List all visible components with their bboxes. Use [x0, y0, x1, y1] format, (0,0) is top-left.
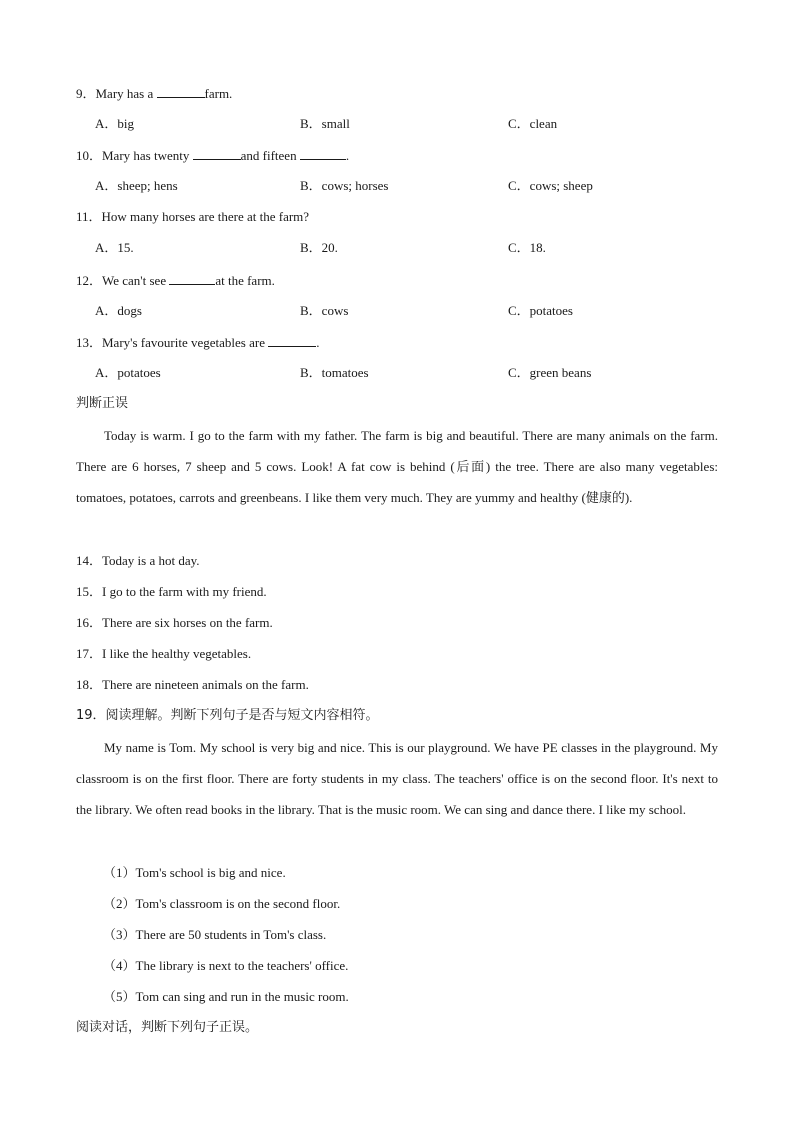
- question-9-option-b: B．small: [300, 116, 350, 131]
- question-13-stem-start: 13．Mary's favourite vegetables are: [76, 335, 269, 350]
- question-13-option-b: B．tomatoes: [300, 365, 369, 380]
- section-2-title: 19．阅读理解。判断下列句子是否与短文内容相符。: [76, 708, 379, 723]
- question-9: [76, 84, 232, 103]
- statement-18: 18．There are nineteen animals on the farm.: [76, 677, 309, 692]
- question-10-option-a: A．sheep; hens: [95, 178, 178, 193]
- statement-16: 16．There are six horses on the farm.: [76, 615, 273, 630]
- question-12: [76, 271, 275, 290]
- section-3-title: 阅读对话，判断下列句子正误。: [76, 1020, 259, 1035]
- question-11-option-b: B．20.: [300, 240, 338, 255]
- question-11: 11．How many horses are there at the farm?: [76, 209, 310, 224]
- question-12-option-c: C．potatoes: [508, 303, 573, 318]
- section-2-passage: My name is Tom. My school is very big and nice. This is our playground. We have PE classes in the playground. My classroom is on the first floor. There are forty students in my class. The teachers' office is on the second floor. It's next to the library. We often read books in the library. That is the music room. We can sing and dance there. I like my school.: [76, 740, 718, 817]
- question-13-option-c: C．green beans: [508, 365, 592, 380]
- question-12-option-a: A．dogs: [95, 303, 142, 318]
- question-10-stem-middle: and fifteen: [240, 148, 300, 163]
- question-9-stem-end: farm.: [204, 86, 233, 101]
- answer-blank: [300, 146, 346, 160]
- section-1-passage: Today is warm. I go to the farm with my father. The farm is big and beautiful. There are many animals on the farm. There are 6 horses, 7 sheep and 5 cows. Look! A fat cow is behind (后面) the tree. There are also many vegetables: tomatoes, potatoes, carrots and greenbeans. I like them very much. They are yummy and healthy (健康的).: [76, 428, 718, 505]
- statement-19-4: （4）The library is next to the teachers' office.: [103, 958, 349, 973]
- statement-19-3: （3）There are 50 students in Tom's class.: [103, 927, 327, 942]
- statement-19-5: （5）Tom can sing and run in the music room.: [103, 989, 349, 1004]
- question-12-stem-end: at the farm.: [215, 273, 275, 288]
- question-13-option-a: A．potatoes: [95, 365, 161, 380]
- question-11-option-a: A．15.: [95, 240, 134, 255]
- answer-blank: [268, 333, 316, 347]
- statement-19-1: （1）Tom's school is big and nice.: [103, 865, 286, 880]
- statement-14: 14．Today is a hot day.: [76, 553, 200, 568]
- question-12-option-b: B．cows: [300, 303, 349, 318]
- statement-15: 15．I go to the farm with my friend.: [76, 584, 267, 599]
- question-10-stem-start: 10．Mary has twenty: [76, 148, 193, 163]
- question-10-option-b: B．cows; horses: [300, 178, 389, 193]
- question-9-option-a: A．big: [95, 116, 135, 131]
- statement-17: 17．I like the healthy vegetables.: [76, 646, 252, 661]
- question-11-option-c: C．18.: [508, 240, 546, 255]
- answer-blank: [169, 271, 215, 285]
- question-13: [76, 333, 319, 352]
- question-9-option-c: C．clean: [508, 116, 558, 131]
- answer-blank: [193, 146, 241, 160]
- answer-blank: [157, 84, 205, 98]
- question-10-stem-end: .: [345, 148, 350, 163]
- question-10: [76, 146, 349, 165]
- statement-19-2: （2）Tom's classroom is on the second floor.: [103, 896, 341, 911]
- question-9-stem-start: 9．Mary has a: [76, 86, 157, 101]
- question-13-stem-end: .: [316, 335, 320, 350]
- section-1-title: 判断正误: [76, 396, 129, 411]
- question-10-option-c: C．cows; sheep: [508, 178, 593, 193]
- question-12-stem-start: 12．We can't see: [76, 273, 170, 288]
